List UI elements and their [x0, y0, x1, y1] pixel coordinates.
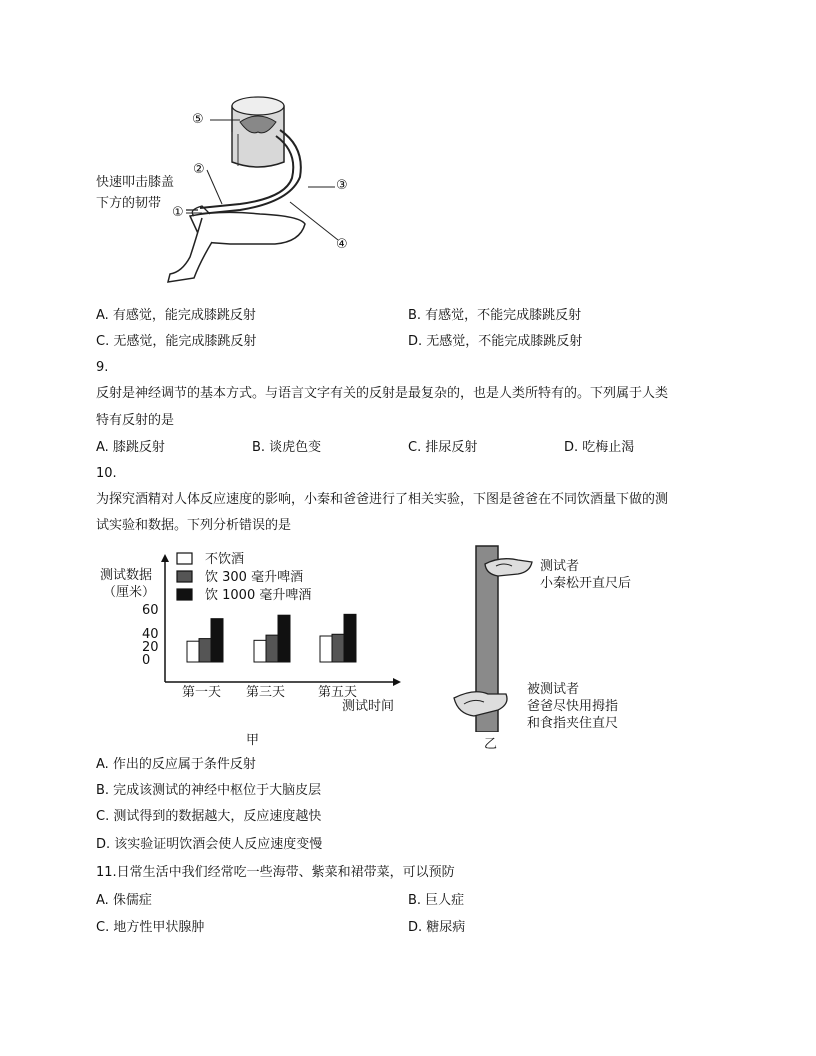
chart-legend — [177, 552, 311, 603]
seated-leg-illustration — [168, 206, 305, 282]
legend-swatch-300ml — [177, 571, 192, 582]
bar-chart-jia — [95, 546, 415, 721]
q11-option-b[interactable]: B. 巨人症 — [408, 893, 465, 908]
legend-label-300ml: 饮 300 毫升啤酒 — [205, 570, 304, 585]
q9-number: 9. — [96, 360, 109, 375]
q10-option-c[interactable]: C. 测试得到的数据越大，反应速度越快 — [96, 809, 322, 824]
y-tick-label: 20 — [142, 640, 159, 655]
q10-option-b[interactable]: B. 完成该测试的神经中枢位于大脑皮层 — [96, 783, 322, 798]
x-category-label: 第一天 — [182, 685, 222, 700]
marker-1: ① — [172, 205, 184, 220]
q8-option-c[interactable]: C. 无感觉，能完成膝跳反射 — [96, 334, 257, 349]
bar-300ml-3 — [332, 634, 344, 662]
bar-300ml-2 — [266, 635, 278, 662]
q9-option-b[interactable]: B. 谈虎色变 — [252, 440, 322, 455]
q9-option-c[interactable]: C. 排尿反射 — [408, 440, 478, 455]
bar-no-alcohol-1 — [187, 641, 199, 662]
reflex-arc-figure — [90, 92, 370, 292]
subject-label-line3: 和食指夹住直尺 — [527, 716, 619, 731]
x-axis-arrow — [393, 678, 401, 686]
y-tick-label: 0 — [142, 653, 151, 668]
q10-stem-line1: 为探究酒精对人体反应速度的影响，小秦和爸爸进行了相关实验，下图是爸爸在不同饮酒量下做的测 — [96, 492, 669, 507]
bar-300ml-1 — [199, 639, 211, 662]
tester-label-line1: 测试者 — [540, 559, 580, 574]
y-tick-label: 60 — [142, 603, 159, 618]
q8-option-b[interactable]: B. 有感觉，不能完成膝跳反射 — [408, 308, 582, 323]
figure-yi-label: 乙 — [484, 737, 498, 752]
x-category-label: 第三天 — [246, 685, 286, 700]
q10-stem-line2: 试实验和数据。下列分析错误的是 — [96, 518, 292, 533]
bar-1000ml-3 — [344, 614, 356, 662]
marker-4: ④ — [336, 237, 348, 252]
figure-jia-label: 甲 — [246, 733, 260, 748]
q8-option-a[interactable]: A. 有感觉，能完成膝跳反射 — [96, 308, 256, 323]
q9-stem-line2: 特有反射的是 — [96, 413, 175, 428]
legend-swatch-no-alcohol — [177, 553, 192, 564]
y-tick-label: 40 — [142, 627, 159, 642]
q11-stem: 11.日常生活中我们经常吃一些海带、紫菜和裙带菜，可以预防 — [96, 865, 455, 880]
subject-hand-illustration — [454, 692, 507, 716]
q8-option-d[interactable]: D. 无感觉，不能完成膝跳反射 — [408, 334, 583, 349]
figure-caption-line1: 快速叩击膝盖 — [96, 175, 175, 190]
q11-option-c[interactable]: C. 地方性甲状腺肿 — [96, 920, 205, 935]
y-axis-label-line1: 测试数据 — [100, 568, 153, 583]
bar-1000ml-1 — [211, 619, 223, 662]
q11-option-d[interactable]: D. 糖尿病 — [408, 920, 466, 935]
legend-swatch-1000ml — [177, 589, 192, 600]
q10-number: 10. — [96, 466, 117, 481]
q10-option-d[interactable]: D. 该实验证明饮酒会使人反应速度变慢 — [96, 837, 323, 852]
spinal-cord-illustration — [232, 97, 284, 167]
tester-hand-illustration — [485, 559, 532, 576]
chart-bars — [187, 614, 356, 662]
figure-caption-line2: 下方的韧带 — [96, 196, 162, 211]
marker-2: ② — [193, 162, 205, 177]
marker-3: ③ — [336, 178, 348, 193]
y-axis-arrow — [161, 554, 169, 562]
x-category-label: 第五天 — [318, 685, 358, 700]
marker-5: ⑤ — [192, 112, 204, 127]
pointer-line-2 — [207, 170, 222, 204]
bar-no-alcohol-2 — [254, 640, 266, 662]
legend-label-no-alcohol: 不饮酒 — [205, 552, 245, 567]
subject-label-line1: 被测试者 — [527, 682, 580, 697]
x-axis-label: 测试时间 — [342, 699, 395, 714]
q9-stem-line1: 反射是神经调节的基本方式。与语言文字有关的反射是最复杂的，也是人类所特有的。下列属于人类 — [96, 386, 669, 401]
q10-option-a[interactable]: A. 作出的反应属于条件反射 — [96, 757, 256, 772]
bar-1000ml-2 — [278, 615, 290, 662]
y-axis-label-line2: （厘米） — [103, 585, 156, 600]
tester-label-line2: 小秦松开直尺后 — [540, 576, 632, 591]
bar-no-alcohol-3 — [320, 636, 332, 662]
q9-option-a[interactable]: A. 膝跳反射 — [96, 440, 165, 455]
q11-option-a[interactable]: A. 侏儒症 — [96, 893, 152, 908]
legend-label-1000ml: 饮 1000 毫升啤酒 — [205, 588, 312, 603]
subject-label-line2: 爸爸尽快用拇指 — [527, 699, 619, 714]
q9-option-d[interactable]: D. 吃梅止渴 — [564, 440, 635, 455]
